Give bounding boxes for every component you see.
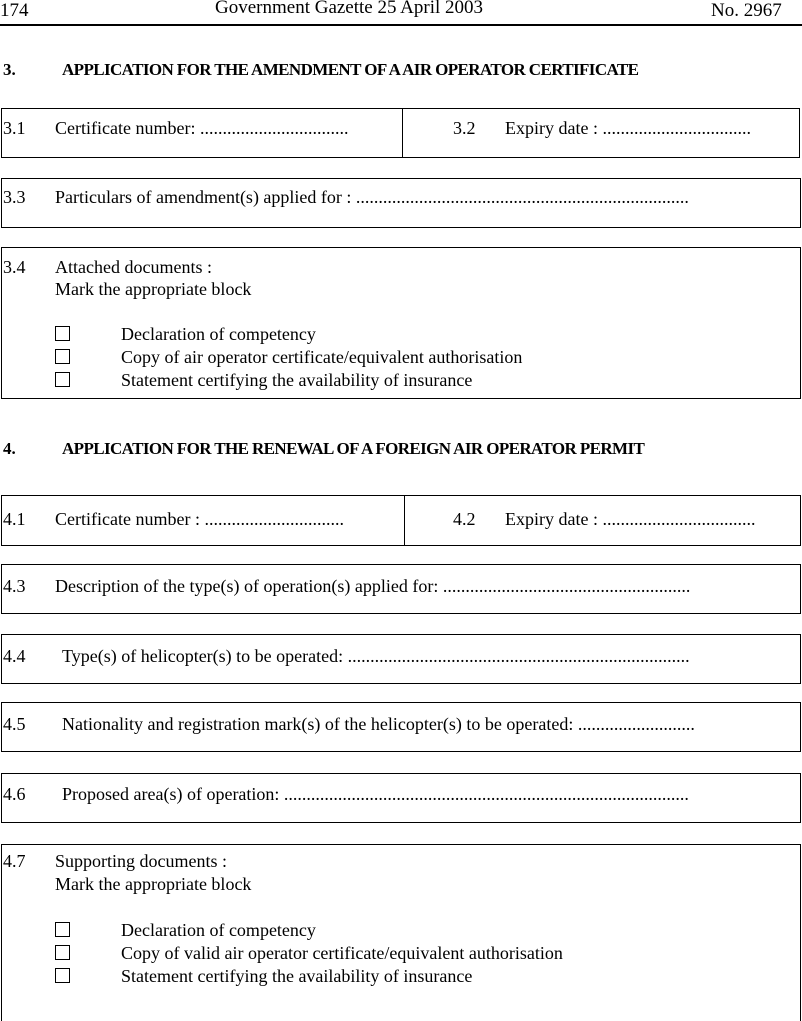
expiry-date-field[interactable]: Expiry date : .................................. [505,509,756,529]
checkbox-insurance-statement[interactable] [55,372,70,387]
operation-area-field[interactable]: Proposed area(s) of operation: .......................................................................................... [62,784,689,804]
expiry-date-field[interactable]: Expiry date : ................................. [505,118,751,138]
option-label: Declaration of competency [121,920,316,940]
helicopter-types-field[interactable]: Type(s) of helicopter(s) to be operated: ............................................................................ [62,646,690,666]
field-divider [404,495,405,546]
section4-title: APPLICATION FOR THE RENEWAL OF A FOREIGN AIR OPERATOR PERMIT [62,439,645,458]
field-4-7-number: 4.7 [3,851,26,871]
field-4-3-number: 4.3 [3,576,26,596]
section3-title: APPLICATION FOR THE AMENDMENT OF A AIR OPERATOR CERTIFICATE [62,60,639,79]
field-4-5-number: 4.5 [3,714,26,734]
field-4-4-number: 4.4 [3,646,26,666]
amendment-particulars-field[interactable]: Particulars of amendment(s) applied for : .......................................................................... [55,187,689,207]
checkbox-declaration-competency[interactable] [55,922,70,937]
section3-number: 3. [3,60,16,79]
checkbox-insurance-statement[interactable] [55,968,70,983]
field-divider [402,108,403,158]
field-3-2-number: 3.2 [453,118,476,138]
page-number: 174 [0,0,29,21]
mark-block-instruction: Mark the appropriate block [55,874,252,894]
checkbox-declaration-competency[interactable] [55,326,70,341]
checkbox-aoc-copy[interactable] [55,349,70,364]
field-3-1-number: 3.1 [3,118,26,138]
field-3-4-number: 3.4 [3,257,26,277]
option-label: Statement certifying the availability of insurance [121,370,473,390]
supporting-documents-label: Supporting documents : [55,851,227,871]
certificate-number-field[interactable]: Certificate number : ............................... [55,509,344,529]
checkbox-valid-aoc-copy[interactable] [55,945,70,960]
field-4-2-number: 4.2 [453,509,476,529]
nationality-registration-field[interactable]: Nationality and registration mark(s) of the helicopter(s) to be operated: .......................... [62,714,695,734]
section4-number: 4. [3,439,16,458]
mark-block-instruction: Mark the appropriate block [55,279,252,299]
field-3-3-number: 3.3 [3,187,26,207]
option-label: Declaration of competency [121,324,316,344]
certificate-number-field[interactable]: Certificate number: ................................. [55,118,349,138]
operation-types-field[interactable]: Description of the type(s) of operation(s) applied for: ....................................................... [55,576,691,596]
header-rule [0,24,802,26]
option-label: Statement certifying the availability of insurance [121,966,473,986]
option-label: Copy of air operator certificate/equivalent authorisation [121,347,523,367]
field-4-1-number: 4.1 [3,509,26,529]
field-4-6-number: 4.6 [3,784,26,804]
option-label: Copy of valid air operator certificate/equivalent authorisation [121,943,563,963]
gazette-issue: No. 2967 [711,0,782,21]
attached-documents-label: Attached documents : [55,257,212,277]
gazette-title: Government Gazette 25 April 2003 [215,0,484,18]
